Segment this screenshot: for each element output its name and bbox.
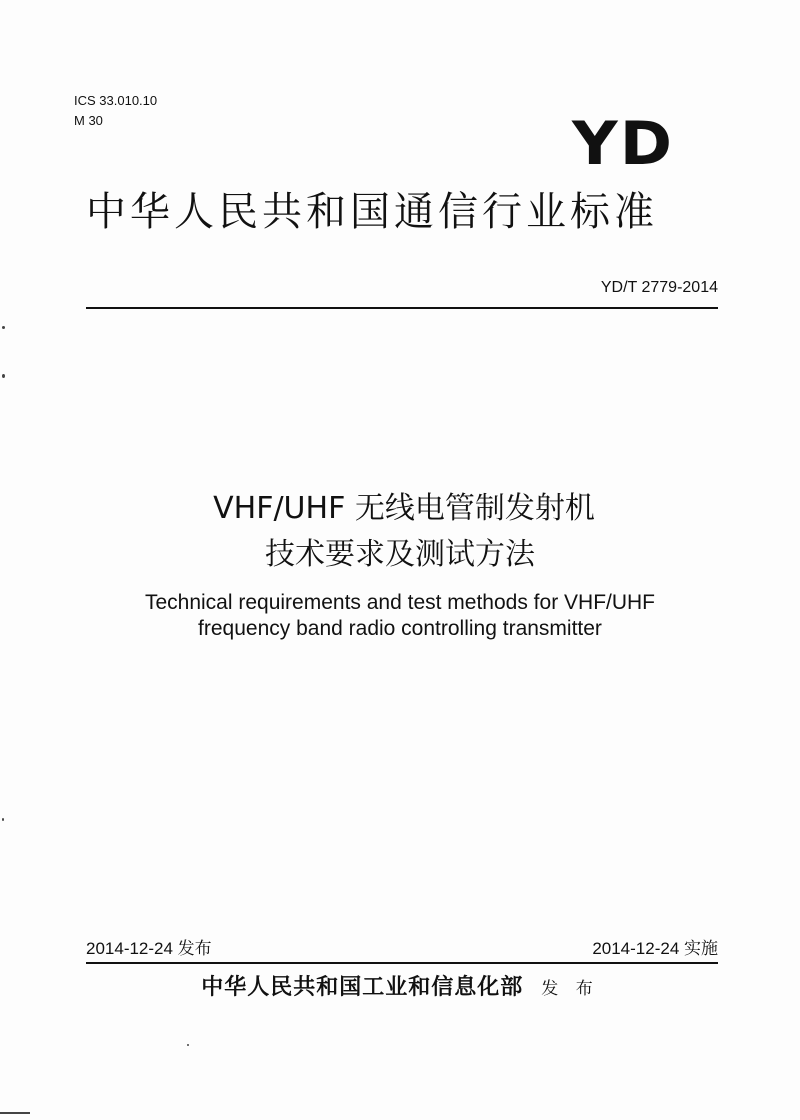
standard-number: YD/T 2779-2014 bbox=[600, 279, 718, 296]
yd-logo: YD bbox=[572, 109, 675, 179]
scan-speck bbox=[2, 818, 4, 821]
issuer-verb: 发 布 bbox=[541, 979, 599, 999]
scan-speck bbox=[2, 374, 5, 378]
standard-type-heading: 中华人民共和国通信行业标准 bbox=[86, 189, 658, 235]
header-divider bbox=[86, 307, 718, 309]
issuer-organization: 中华人民共和国工业和信息化部 bbox=[201, 974, 524, 1000]
title-en-line2: frequency band radio controlling transmitter bbox=[198, 617, 602, 640]
issue-date: 2014-12-24 发布 bbox=[86, 939, 212, 958]
title-cn-line2: 技术要求及测试方法 bbox=[265, 537, 535, 572]
footer-divider bbox=[86, 962, 718, 964]
issuer-line bbox=[0, 972, 800, 1004]
scan-speck bbox=[2, 326, 5, 329]
ccs-code: M 30 bbox=[74, 113, 103, 128]
ics-code: ICS 33.010.10 bbox=[74, 93, 158, 108]
title-en-line1: Technical requirements and test methods for VHF/UHF bbox=[144, 591, 656, 614]
scan-speck bbox=[0, 1112, 30, 1114]
implementation-date: 2014-12-24 实施 bbox=[592, 939, 718, 958]
scan-speck bbox=[187, 1044, 189, 1046]
title-cn-line1: VHF/UHF 无线电管制发射机 bbox=[213, 491, 595, 526]
